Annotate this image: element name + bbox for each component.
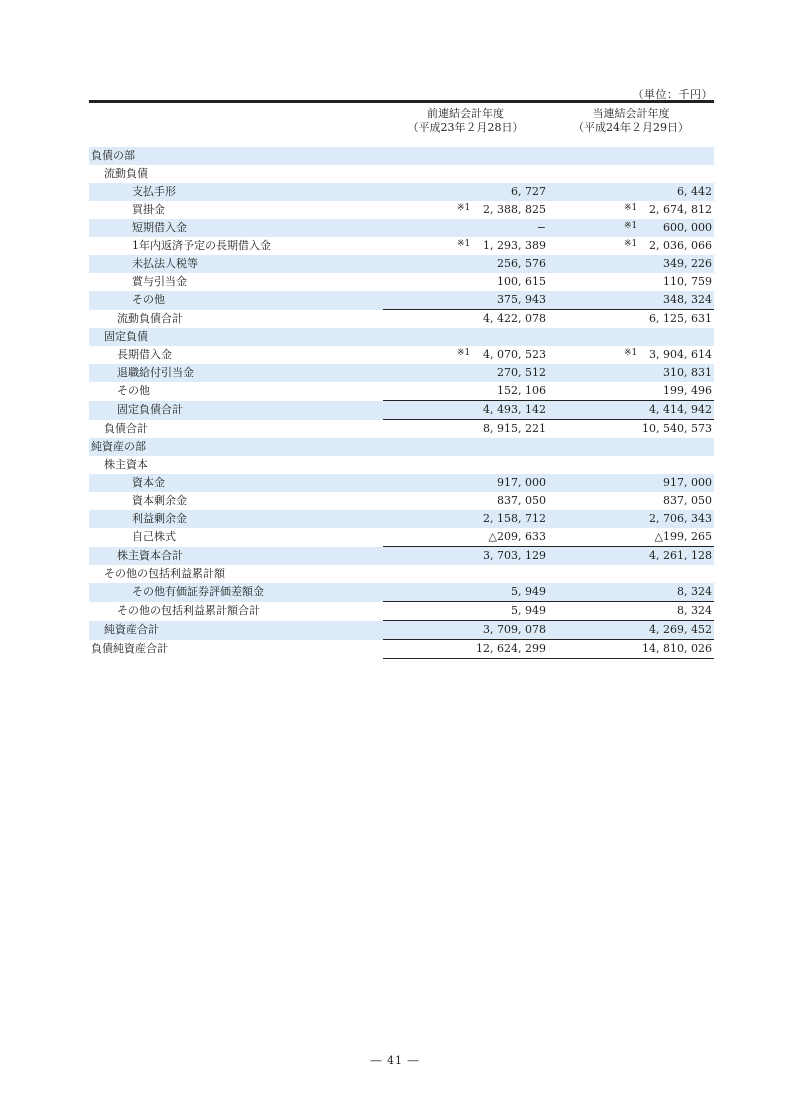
row-label: 賞与引当金 bbox=[132, 275, 187, 288]
value-curr: 348, 324 bbox=[548, 291, 714, 310]
value-curr bbox=[548, 165, 714, 183]
table-row bbox=[89, 364, 714, 382]
row-label: 流動負債合計 bbox=[117, 311, 183, 325]
row-label: 1年内返済予定の長期借入金 bbox=[132, 239, 271, 252]
value-curr: 199, 496 bbox=[663, 384, 712, 397]
table-row bbox=[89, 547, 714, 566]
header-prev-title: 前連結会計年度 bbox=[427, 107, 504, 120]
row-label: 利益剰余金 bbox=[89, 510, 383, 528]
value-curr: 6, 125, 631 bbox=[548, 310, 714, 329]
value-curr: 110, 759 bbox=[663, 275, 712, 288]
value-prev: 837, 050 bbox=[497, 494, 546, 507]
value-prev: 3, 703, 129 bbox=[383, 547, 548, 566]
value-text: 2, 674, 812 bbox=[649, 203, 712, 216]
row-label: その他有価証券評価差額金 bbox=[89, 583, 383, 602]
value-curr bbox=[548, 565, 714, 583]
table-row bbox=[89, 438, 714, 456]
value-curr: 917, 000 bbox=[548, 474, 714, 492]
note-mark: ※1 bbox=[457, 239, 471, 249]
table-row bbox=[89, 291, 714, 310]
value-curr: 4, 261, 128 bbox=[548, 547, 714, 566]
value-text: 2, 036, 066 bbox=[649, 239, 712, 252]
value-prev: 100, 615 bbox=[497, 275, 546, 288]
value-curr: 6, 442 bbox=[548, 183, 714, 201]
row-label: 固定負債合計 bbox=[89, 401, 383, 420]
note-mark: ※1 bbox=[457, 203, 471, 213]
value-curr bbox=[548, 438, 714, 456]
unit-label: （単位：千円） bbox=[632, 88, 713, 101]
table-row bbox=[89, 310, 714, 329]
value-text: 1, 293, 389 bbox=[483, 239, 546, 252]
value-prev: 6, 727 bbox=[383, 183, 548, 201]
table-row bbox=[89, 346, 714, 364]
value-curr: 14, 810, 026 bbox=[548, 640, 714, 659]
table-row bbox=[89, 165, 714, 183]
value-prev bbox=[383, 438, 548, 456]
value-curr: 8, 324 bbox=[548, 583, 714, 602]
table-row bbox=[89, 237, 714, 255]
row-label: 短期借入金 bbox=[89, 219, 383, 237]
header-curr-period bbox=[548, 102, 714, 148]
table-row bbox=[89, 183, 714, 201]
value-prev bbox=[383, 565, 548, 583]
note-mark: ※1 bbox=[624, 221, 638, 231]
value-curr bbox=[548, 147, 714, 165]
table-row bbox=[89, 147, 714, 165]
value-curr: 8, 324 bbox=[548, 602, 714, 621]
value-curr: 349, 226 bbox=[548, 255, 714, 273]
table-row bbox=[89, 510, 714, 528]
table-row bbox=[89, 456, 714, 474]
row-label: 純資産合計 bbox=[89, 621, 383, 640]
value-prev bbox=[383, 201, 548, 219]
value-prev: − bbox=[383, 219, 548, 237]
table-row bbox=[89, 382, 714, 401]
table-row bbox=[89, 328, 714, 346]
note-mark: ※1 bbox=[457, 348, 471, 358]
table-row bbox=[89, 583, 714, 602]
note-mark: ※1 bbox=[624, 203, 638, 213]
header-row bbox=[89, 102, 714, 148]
value-prev bbox=[383, 456, 548, 474]
header-curr-title: 当連結会計年度 bbox=[592, 107, 670, 120]
value-prev: 4, 493, 142 bbox=[383, 401, 548, 420]
value-prev: 917, 000 bbox=[383, 474, 548, 492]
row-label: 株主資本合計 bbox=[89, 547, 383, 566]
value-prev bbox=[383, 237, 548, 255]
value-prev: △209, 633 bbox=[488, 530, 546, 543]
value-curr: 10, 540, 573 bbox=[548, 420, 714, 439]
row-label: その他 bbox=[117, 384, 150, 398]
table-row bbox=[89, 640, 714, 659]
value-prev: 5, 949 bbox=[383, 602, 548, 621]
table-row bbox=[89, 420, 714, 439]
table-row bbox=[89, 201, 714, 219]
row-label: 退職給付引当金 bbox=[89, 364, 383, 382]
value-prev: 5, 949 bbox=[383, 583, 548, 602]
row-label: 負債の部 bbox=[89, 147, 383, 165]
row-label: 支払手形 bbox=[89, 183, 383, 201]
value-prev bbox=[383, 147, 548, 165]
value-prev: 270, 512 bbox=[383, 364, 548, 382]
value-curr bbox=[548, 456, 714, 474]
table-row bbox=[89, 492, 714, 510]
row-label: 資本剰余金 bbox=[132, 494, 187, 507]
row-label: 純資産の部 bbox=[89, 438, 383, 456]
value-curr: 310, 831 bbox=[548, 364, 714, 382]
value-text: 600, 000 bbox=[663, 221, 712, 234]
row-label: その他 bbox=[89, 291, 383, 310]
value-curr: 2, 706, 343 bbox=[548, 510, 714, 528]
value-prev: 375, 943 bbox=[383, 291, 548, 310]
header-curr-date: （平成24年２月29日） bbox=[573, 121, 689, 134]
row-label: 固定負債 bbox=[89, 328, 383, 346]
row-label: 未払法人税等 bbox=[89, 255, 383, 273]
value-curr: 4, 269, 452 bbox=[548, 621, 714, 640]
row-label: 長期借入金 bbox=[117, 348, 172, 361]
value-prev: 3, 709, 078 bbox=[383, 621, 548, 640]
value-curr bbox=[548, 346, 714, 364]
table-row bbox=[89, 219, 714, 237]
value-prev: 152, 106 bbox=[497, 384, 546, 397]
value-curr: △199, 265 bbox=[654, 530, 712, 543]
row-label: 自己株式 bbox=[132, 530, 176, 544]
value-prev bbox=[383, 346, 548, 364]
table-row bbox=[89, 255, 714, 273]
row-label: 流動負債 bbox=[104, 167, 148, 180]
row-label: その他の包括利益累計額 bbox=[104, 567, 225, 580]
table-row bbox=[89, 621, 714, 640]
table-row bbox=[89, 528, 714, 547]
row-label: 資本金 bbox=[89, 474, 383, 492]
header-label-cell bbox=[89, 102, 383, 148]
value-prev: 2, 158, 712 bbox=[383, 510, 548, 528]
note-mark: ※1 bbox=[624, 348, 638, 358]
table-row bbox=[89, 602, 714, 621]
value-curr: 4, 414, 942 bbox=[548, 401, 714, 420]
table-row bbox=[89, 273, 714, 291]
value-text: 3, 904, 614 bbox=[649, 348, 712, 361]
table-row bbox=[89, 474, 714, 492]
row-label: その他の包括利益累計額合計 bbox=[117, 604, 260, 617]
header-prev-date: （平成23年２月28日） bbox=[407, 121, 524, 134]
value-text: 4, 070, 523 bbox=[483, 348, 546, 361]
value-prev: 4, 422, 078 bbox=[383, 310, 548, 329]
value-curr: 837, 050 bbox=[663, 494, 712, 507]
value-prev: 12, 624, 299 bbox=[383, 640, 548, 659]
value-curr bbox=[548, 237, 714, 255]
value-prev bbox=[383, 165, 548, 183]
page-number: ― 41 ― bbox=[370, 1054, 420, 1067]
row-label: 負債合計 bbox=[104, 421, 148, 435]
balance-sheet-table bbox=[89, 100, 714, 659]
note-mark: ※1 bbox=[624, 239, 638, 249]
value-prev: 8, 915, 221 bbox=[383, 420, 548, 439]
row-label: 株主資本 bbox=[104, 458, 148, 471]
table-row bbox=[89, 565, 714, 583]
row-label: 負債純資産合計 bbox=[91, 642, 168, 655]
table-row bbox=[89, 401, 714, 420]
header-prev-period bbox=[383, 102, 548, 148]
value-text: 2, 388, 825 bbox=[483, 203, 546, 216]
value-prev: 256, 576 bbox=[383, 255, 548, 273]
row-label: 買掛金 bbox=[132, 203, 165, 216]
